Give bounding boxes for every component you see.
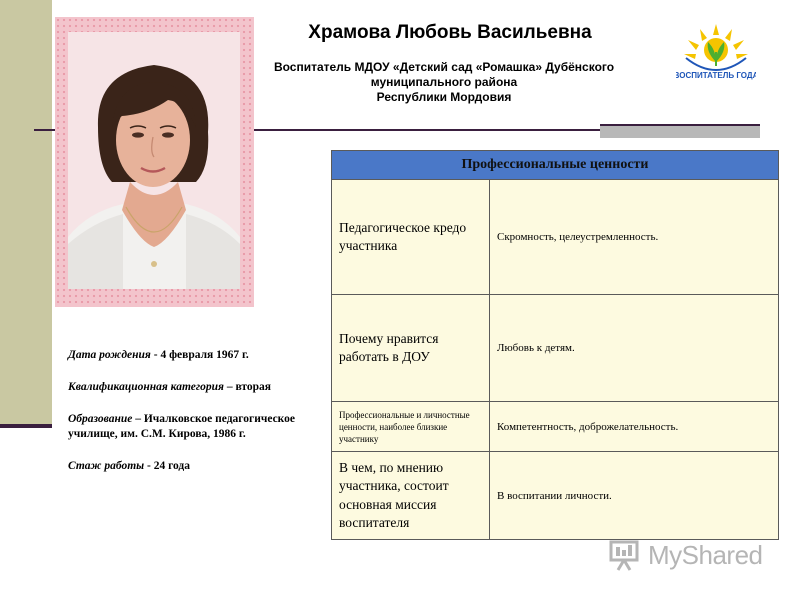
answer-cell: Любовь к детям. [490,295,779,402]
biography-block [68,348,308,491]
question-cell: Профессиональные и личностные ценности, наиболее близкие участнику [332,402,490,452]
category-value: – вторая [223,381,271,393]
logo-text: ВОСПИТАТЕЛЬ ГОДА [676,71,756,80]
portrait-photo [68,32,240,289]
birth-date-value: - 4 февраля 1967 г. [150,349,249,361]
position-line-2: муниципального района [370,75,518,89]
question-cell: Педагогическое кредо участника [332,180,490,295]
table-row [332,402,779,452]
watermark [608,538,768,572]
answer-cell: В воспитании личности. [490,452,779,540]
left-decorative-bar [0,0,52,428]
education-value: – Ичалковское педагогическое училище, им. С.М. Кирова, 1986 г. [68,413,296,440]
birth-date-label: Дата рождения [68,349,151,361]
values-table-header: Профессиональные ценности [332,151,779,180]
position-line-1: Воспитатель МДОУ «Детский сад «Ромашка» Дубёнского [273,60,615,74]
watermark-text: MyShared [648,540,763,570]
category-label: Квалификационная категория [68,381,224,393]
answer-cell: Скромность, целеустремленность. [490,180,779,295]
question-cell: В чем, по мнению участника, состоит основная миссия воспитателя [332,452,490,540]
position-text [250,60,638,105]
category-line [68,380,308,395]
teacher-of-year-logo [676,22,756,84]
question-cell: Почему нравится работать в ДОУ [332,295,490,402]
position-line-3: Республики Мордовия [376,90,512,104]
presentation-icon [608,538,642,572]
education-line [68,412,308,442]
birth-date-line [68,348,308,363]
table-row [332,180,779,295]
table-row [332,295,779,402]
education-label: Образование [68,413,133,425]
divider-gray-block [600,124,760,138]
left-bar-underline [0,424,52,428]
table-row [332,452,779,540]
experience-line [68,459,308,474]
values-table [331,150,779,540]
experience-label: Стаж работы [68,460,145,472]
answer-cell: Компетентность, доброжелательность. [490,402,779,452]
participant-name: Храмова Любовь Васильевна [308,22,592,43]
photo-frame [55,17,254,307]
experience-value: - 24 года [144,460,191,472]
divider-left [34,129,56,131]
